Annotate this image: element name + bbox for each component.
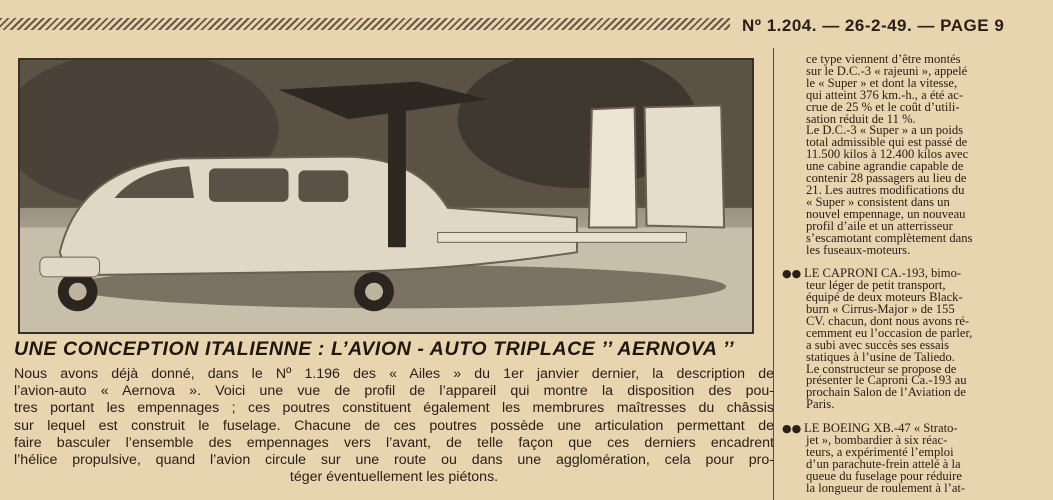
wheel-hub [69,283,87,301]
article-line: téger éventuellement les piétons. [289,469,499,486]
tail-boom [438,232,687,242]
tail-fin-right [645,105,725,227]
brief-line-text: le « Super » et dont la vitesse, [806,75,958,90]
brief-line-text: Paris. [806,397,835,412]
news-brief-column [782,54,1050,500]
brief-line-text: s’escamotant complètement dans [806,230,973,245]
brief-line-text: profil d’aile et un atterrisseur [806,218,953,233]
brief-line-text: une cabine agrandie capable de [806,159,964,174]
brief-line-text: nouvel empennage, un nouveau [806,206,966,221]
article-body [14,366,774,486]
side-window [209,168,289,202]
brief-line-text: a subi avec succès ses essais [806,337,950,352]
brief-line-text: statiques à l’usine de Taliedo. [806,349,955,364]
propeller-mast [388,109,406,247]
brief-line-text: LE CAPRONI CA.-193, bimo- [804,266,962,281]
brief-line-text: crue de 25 % et le coût d’utili- [806,99,960,114]
brief-line-text: d’un parachute-frein attelé à la [806,456,961,471]
bullet-icon: ●● [782,422,802,436]
brief-line-text: 21. Les autres modifications du [806,182,965,197]
wheel-hub [365,283,383,301]
brief-line-text: sur le D.C.-3 « rajeuni », appelé [806,63,968,78]
brief-line-text: la longueur de roulement à l’at- [806,480,966,495]
article-headline: UNE CONCEPTION ITALIENNE : L’AVION - AUTO TRIPLACE ’’ AERNOVA ’’ [14,338,735,360]
brief-line-text: teur léger de petit transport, [806,278,946,293]
brief-line-text: total admissible qui est passé de [806,135,968,150]
brief-line-text: cemment eu l’occasion de parler, [806,325,973,340]
brief-line-text: jet », bombardier à six réac- [806,433,948,447]
brief-line-text: Le D.C.-3 « Super » a un poids [806,123,964,138]
brief-line-text: burn « Cirrus-Major » de 155 [806,302,955,317]
rear-window [298,170,348,202]
photo-illustration [20,60,752,332]
tail-fin-left [589,107,637,227]
issue-header: Nº 1.204. — 26-2-49. — PAGE 9 [742,16,1005,35]
brief-line-text: ce type viennent d’être montés [806,52,961,66]
bullet-icon: ●● [782,267,802,281]
brief-line [782,399,1050,411]
brief-line-text: prochain Salon de l’Aviation de [806,385,966,400]
brief-line-text: 11.500 kilos à 12.400 kilos avec [806,147,969,162]
brief-line-text: qui atteint 376 km.-h., a été ac- [806,87,964,102]
brief-line-text: Le constructeur se propose de [806,361,957,376]
article-line: tres portant les empennages ; ces poutres constituent également les membrures maîtresses du châssis [14,400,774,417]
article-line: faire basculer l’ensemble des empennages vers l’avant, de telle façon que ces derniers encadrent [14,434,774,451]
brief-line-text: sation réduit de 11 %. [806,111,916,126]
brief-line-text: équipé de deux moteurs Black- [806,290,963,305]
article-column [8,48,774,500]
brief-line-text: présenter le Caproni Ca.-193 au [806,373,967,388]
article-line: sur lequel est construit le fuselage. Chacune de ces poutres possède une articulation permettant de [14,417,774,434]
brief-line-text: LE BOEING XB.-47 « Strato- [804,421,958,436]
brief-line [782,242,1050,257]
article-line: l’hélice propulsive, quand l’avion circule sur une route ou dans une agglomération, cela pour pro- [14,452,774,469]
article-line: l’avion-auto « Aernova ». Voici une vue de profil de l’appareil qui montre la disposition des pou- [14,383,774,400]
brief-line-text: les fuseaux-moteurs. [806,242,911,257]
header-rule [0,18,730,30]
brief-line-text: « Super » consistent dans un [806,194,950,209]
front-bumper [40,257,100,277]
brief-line [782,480,1050,495]
brief-line-text: contenir 28 passagers au lieu de [806,171,967,186]
brief-line-text: teurs, a expérimenté l’emploi [806,444,954,459]
brief-line-text: CV. chacun, dont nous avons ré- [806,313,970,328]
article-line: Nous avons déjà donné, dans le Nº 1.196 des « Ailes » du 1er janvier dernier, la description de [14,366,774,382]
aernova-car-plane-photo [18,58,754,334]
brief-line-text: queue du fuselage pour réduire [806,468,962,483]
